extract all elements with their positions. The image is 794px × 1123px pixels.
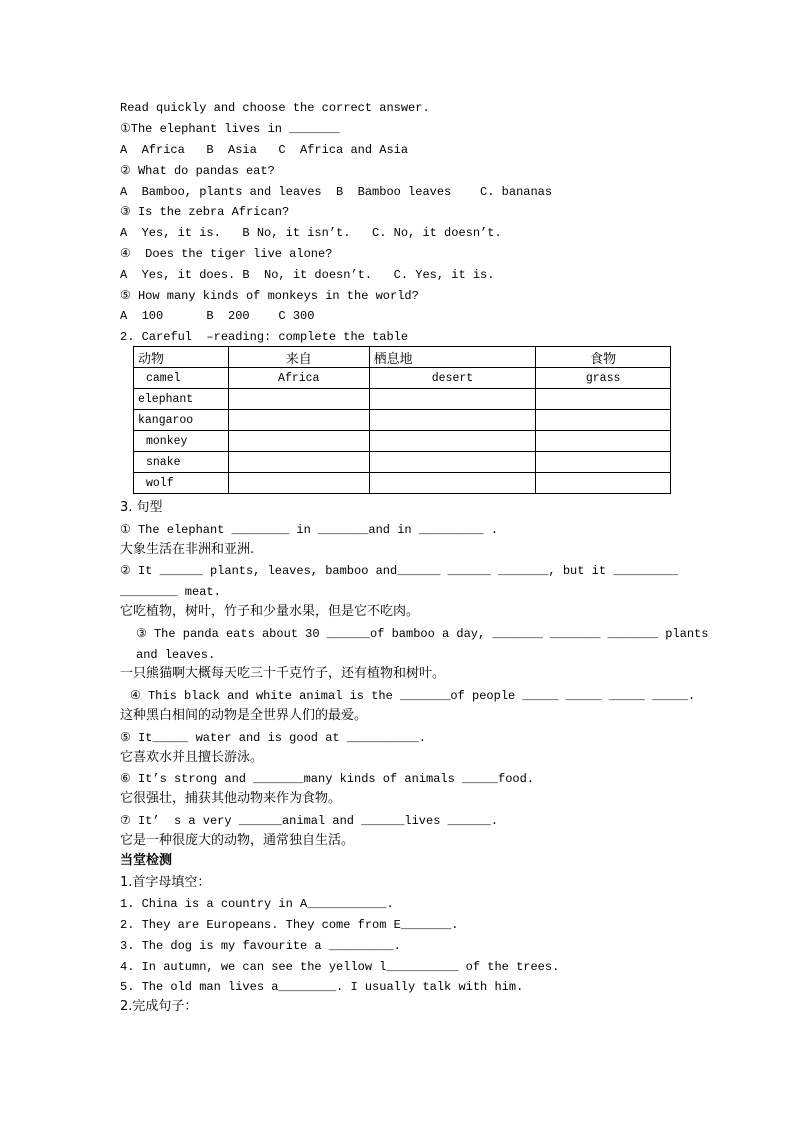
table-cell: grass [536,368,671,389]
sentence-5-cn: 它喜欢水并且擅长游泳。 [120,750,264,765]
table-cell[interactable] [536,431,671,452]
sentence-4-en: ④ This black and white animal is the _______of people _____ _____ _____ _____. [130,689,696,703]
section-4-sub-2: 2.完成句子： [120,999,198,1014]
item-4: 4. In autumn, we can see the yellow l__________ of the trees. [120,960,560,974]
sentence-3-en-cont: and leaves. [136,648,216,662]
question-4: ④ Does the tiger live alone? [120,247,333,261]
table-row [134,473,671,494]
sentence-2-en-cont: ________ meat. [120,585,221,599]
sentence-1-en: ① The elephant ________ in _______and in _________ . [120,523,499,537]
table-row [134,368,671,389]
item-1: 1. China is a country in A___________. [120,897,394,911]
table-cell: snake [134,452,229,473]
table-cell: wolf [134,473,229,494]
item-5: 5. The old man lives a________. I usually talk with him. [120,980,524,994]
item-3: 3. The dog is my favourite a _________. [120,939,401,953]
table-cell[interactable] [536,389,671,410]
table-row [134,410,671,431]
sentence-4-cn: 这种黑白相间的动物是全世界人们的最爱。 [120,708,368,723]
table-cell[interactable] [228,410,369,431]
table-cell[interactable] [536,452,671,473]
table-row [134,389,671,410]
table-cell[interactable] [369,431,536,452]
table-cell: elephant [134,389,229,410]
question-5: ⑤ How many kinds of monkeys in the world? [120,289,419,303]
table-cell[interactable] [228,431,369,452]
table-cell[interactable] [369,473,536,494]
table-header-cell: 食物 [536,347,671,368]
question-1-options: A Africa B Asia C Africa and Asia [120,143,409,157]
table-cell: kangaroo [134,410,229,431]
question-1: ①The elephant lives in _______ [120,122,340,136]
table-header-cell: 来自 [228,347,369,368]
table-cell[interactable] [228,389,369,410]
section-4-title: 当堂检测 [120,853,173,868]
sentence-7-cn: 它是一种很庞大的动物，通常独自生活。 [120,833,355,848]
table-cell[interactable] [369,452,536,473]
item-2: 2. They are Europeans. They come from E_______. [120,918,459,932]
table-cell[interactable] [369,389,536,410]
table-header-cell: 栖息地 [369,347,536,368]
table-header-row [134,347,671,368]
sentence-5-en: ⑤ It_____ water and is good at __________. [120,731,427,745]
question-5-options: A 100 B 200 C 300 [120,309,315,323]
sentence-6-cn: 它很强壮，捕获其他动物来作为食物。 [120,791,342,806]
table-cell: Africa [228,368,369,389]
table-cell[interactable] [536,473,671,494]
instruction: Read quickly and choose the correct answer. [120,101,430,115]
sentence-3-cn: 一只熊猫啊大概每天吃三十千克竹子，还有植物和树叶。 [120,666,446,681]
question-3-options: A Yes, it is. B No, it isn’t. C. No, it doesn’t. [120,226,502,240]
table-cell: camel [134,368,229,389]
section-4-sub-1: 1.首字母填空： [120,875,211,890]
question-2: ② What do pandas eat? [120,164,275,178]
sentence-6-en: ⑥ It’s strong and _______many kinds of animals _____food. [120,772,535,786]
table-cell: monkey [134,431,229,452]
question-4-options: A Yes, it does. B No, it doesn’t. C. Yes, it is. [120,268,495,282]
table-cell[interactable] [228,473,369,494]
table-header-cell: 动物 [134,347,229,368]
sentence-2-en: ② It ______ plants, leaves, bamboo and______ ______ _______, but it _________ [120,564,679,578]
table-cell[interactable] [228,452,369,473]
section-2-title: 2. Careful –reading: complete the table [120,330,409,344]
table-cell[interactable] [536,410,671,431]
question-3: ③ Is the zebra African? [120,205,290,219]
table-row [134,452,671,473]
sentence-2-cn: 它吃植物，树叶，竹子和少量水果，但是它不吃肉。 [120,604,420,619]
question-2-options: A Bamboo, plants and leaves B Bamboo leaves C. bananas [120,185,553,199]
table-cell: desert [369,368,536,389]
sentence-7-en: ⑦ It’ s a very ______animal and ______lives ______. [120,814,499,828]
sentence-3-en: ③ The panda eats about 30 ______of bamboo a day, _______ _______ _______ plants [136,627,709,641]
sentence-1-cn: 大象生活在非洲和亚洲. [120,542,255,557]
section-3-title: 3. 句型 [120,500,163,515]
animal-table [133,346,671,494]
table-row [134,431,671,452]
table-cell[interactable] [369,410,536,431]
